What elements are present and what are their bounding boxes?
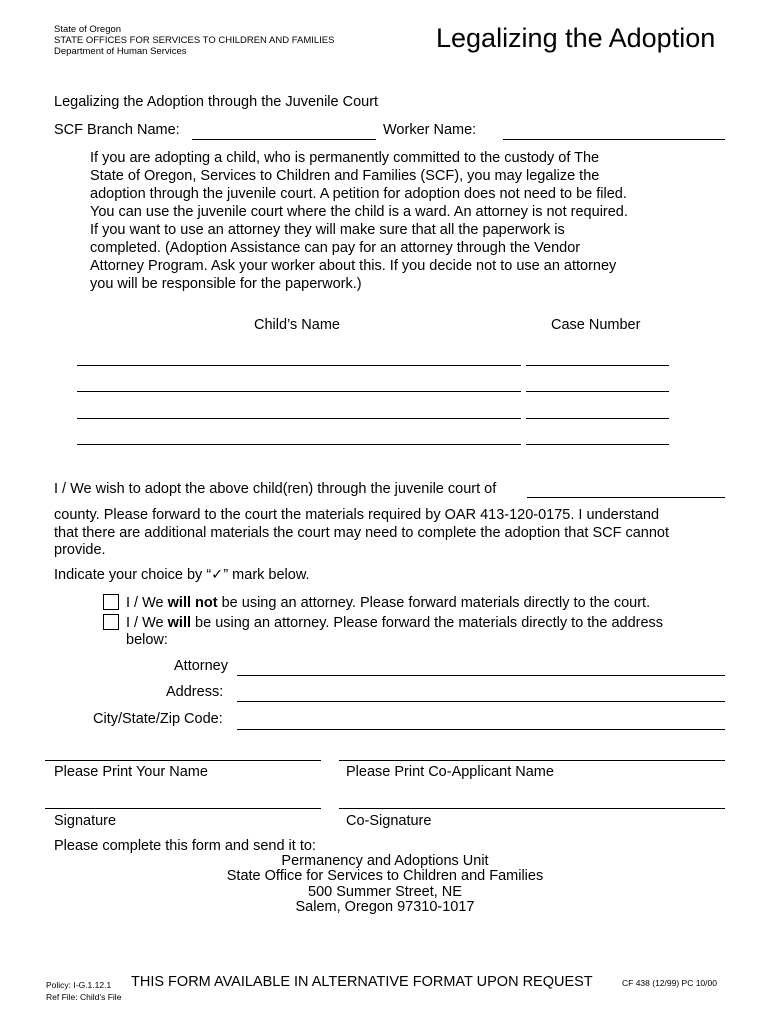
option-emphasis: will not — [167, 595, 218, 611]
court-text-line: county. Please forward to the court the materials required by OAR 413-120-0175. I understand — [54, 507, 660, 523]
child-name-input[interactable] — [77, 347, 521, 366]
send-to-street: 500 Summer Street, NE — [308, 884, 462, 900]
subtitle: Legalizing the Adoption through the Juvenile Court — [54, 94, 379, 110]
court-text-line: provide. — [54, 542, 106, 558]
case-number-header: Case Number — [551, 317, 641, 333]
court-statement: I / We wish to adopt the above child(ren) through the juvenile court of — [54, 481, 497, 497]
alt-format-notice: THIS FORM AVAILABLE IN ALTERNATIVE FORMAT UPON REQUEST — [131, 974, 593, 990]
intro-line: If you want to use an attorney they will make sure that all the paperwork is — [90, 222, 565, 238]
send-to-intro: Please complete this form and send it to: — [54, 838, 316, 854]
print-co-name-input[interactable] — [339, 742, 725, 761]
address-label: Address: — [166, 684, 224, 700]
option-text: I / We — [126, 615, 168, 631]
intro-paragraph — [90, 149, 628, 293]
intro-line: adoption through the juvenile court. A petition for adoption does not need to be filed. — [90, 186, 627, 202]
print-name-input[interactable] — [45, 742, 321, 761]
org-office: STATE OFFICES FOR SERVICES TO CHILDREN AND FAMILIES — [54, 35, 335, 46]
child-name-input[interactable] — [77, 400, 521, 419]
worker-name-input[interactable] — [503, 121, 725, 140]
city-state-zip-label: City/State/Zip Code: — [93, 711, 223, 727]
option-text: be using an attorney. Please forward materials directly to the court. — [217, 595, 651, 611]
branch-label: SCF Branch Name: — [54, 122, 180, 138]
attorney-input[interactable] — [237, 657, 725, 676]
intro-line: If you are adopting a child, who is permanently committed to the custody of The — [90, 150, 600, 166]
childs-name-header: Child’s Name — [254, 317, 340, 333]
intro-line: You can use the juvenile court where the child is a ward. An attorney is not required. — [90, 204, 628, 220]
attorney-label: Attorney — [174, 658, 228, 674]
option-emphasis: will — [167, 615, 192, 631]
org-name: State of Oregon — [54, 24, 122, 35]
page-title: Legalizing the Adoption — [436, 23, 716, 53]
city-state-zip-input[interactable] — [237, 711, 725, 730]
no-attorney-option — [126, 595, 650, 611]
signature-label: Signature — [54, 813, 117, 829]
choice-prompt: Indicate your choice by “✓” mark below. — [54, 567, 310, 583]
branch-name-input[interactable] — [192, 121, 376, 140]
court-text-line: that there are additional materials the court may need to complete the adoption that SCF cannot — [54, 525, 670, 541]
org-department: Department of Human Services — [54, 46, 187, 57]
child-name-input[interactable] — [77, 373, 521, 392]
policy-ref: Policy: I-G.1.12.1 — [46, 980, 112, 990]
use-attorney-checkbox[interactable] — [103, 614, 119, 630]
send-to-unit: Permanency and Adoptions Unit — [281, 853, 489, 869]
county-input[interactable] — [527, 479, 725, 498]
worker-label: Worker Name: — [383, 122, 477, 138]
case-number-input[interactable] — [526, 426, 669, 445]
send-to-office: State Office for Services to Children and Families — [226, 868, 544, 884]
no-attorney-checkbox[interactable] — [103, 594, 119, 610]
intro-line: State of Oregon, Services to Children and Families (SCF), you may legalize the — [90, 168, 600, 184]
use-attorney-option-cont: below: — [126, 632, 168, 648]
intro-line: Attorney Program. Ask your worker about this. If you decide not to use an attorney — [90, 258, 617, 274]
ref-file: Ref File: Child’s File — [46, 992, 122, 1002]
intro-line: completed. (Adoption Assistance can pay for an attorney through the Vendor — [90, 240, 581, 256]
option-text: I / We — [126, 595, 168, 611]
use-attorney-option — [126, 615, 663, 631]
intro-line: you will be responsible for the paperwork.) — [90, 276, 362, 292]
address-input[interactable] — [237, 683, 725, 702]
co-signature-input[interactable] — [339, 790, 725, 809]
form-code: CF 438 (12/99) PC 10/00 — [622, 978, 717, 988]
child-name-input[interactable] — [77, 426, 521, 445]
print-name-label: Please Print Your Name — [54, 764, 208, 780]
print-co-name-label: Please Print Co-Applicant Name — [346, 764, 554, 780]
case-number-input[interactable] — [526, 373, 669, 392]
case-number-input[interactable] — [526, 347, 669, 366]
signature-input[interactable] — [45, 790, 321, 809]
send-to-city: Salem, Oregon 97310-1017 — [295, 899, 475, 915]
case-number-input[interactable] — [526, 400, 669, 419]
option-text: be using an attorney. Please forward the materials directly to the address — [191, 615, 664, 631]
co-signature-label: Co-Signature — [346, 813, 432, 829]
